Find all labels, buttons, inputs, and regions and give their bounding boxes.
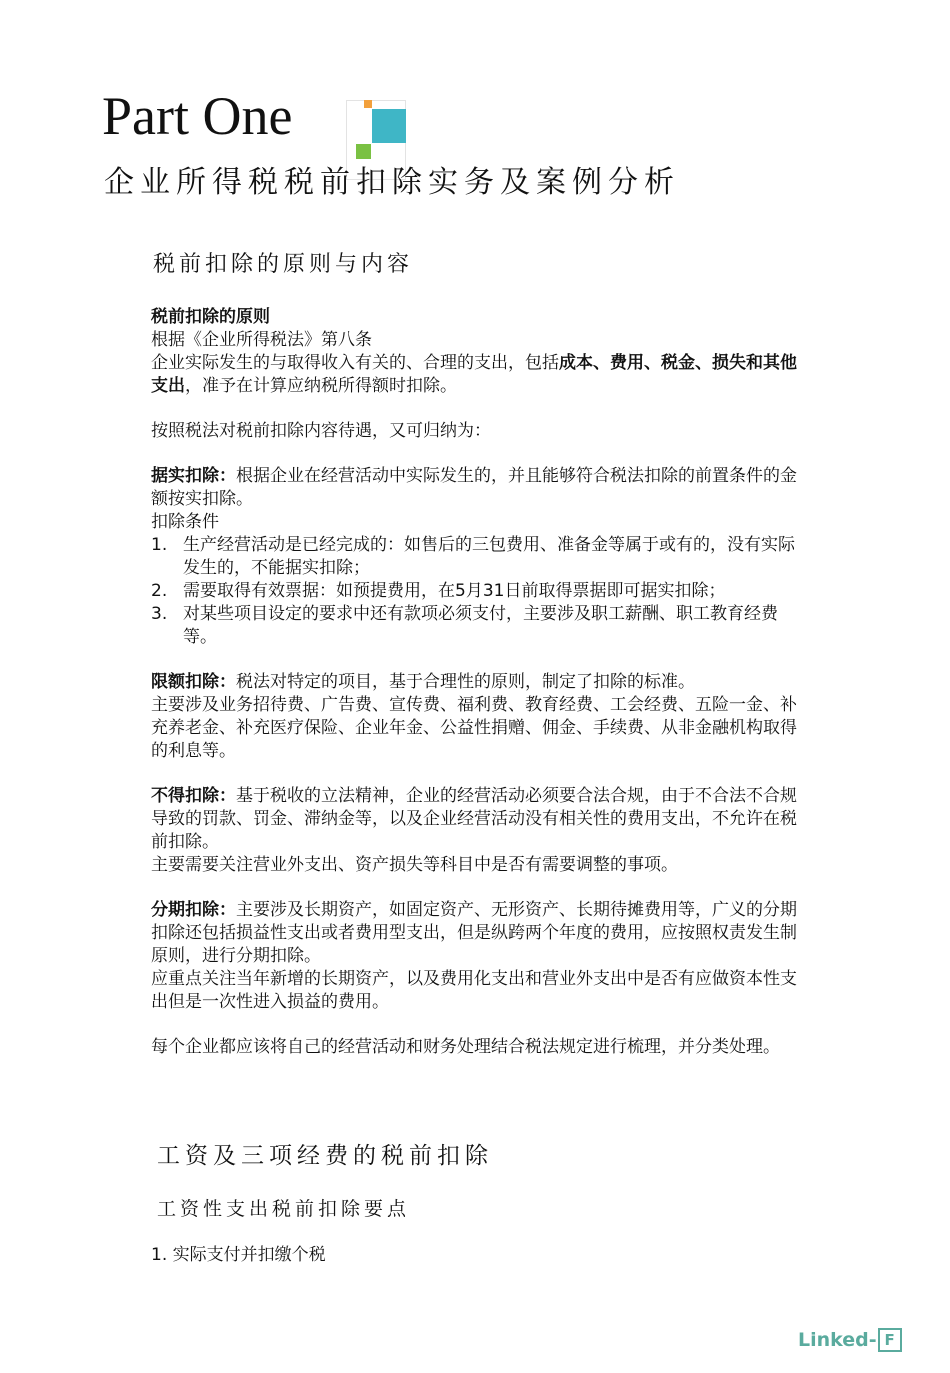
conditions-list: [151, 534, 801, 649]
actual-deduction-label: 据实扣除：: [151, 466, 236, 486]
principle-heading: 税前扣除的原则: [151, 307, 270, 327]
list-item: 2. 需要取得有效票据：如预提费用，在5月31日前取得票据即可据实扣除；: [151, 581, 726, 601]
part-label: Part One: [102, 86, 293, 146]
deco-teal-square: [372, 109, 406, 143]
closing-paragraph: 每个企业都应该将自己的经营活动和财务处理结合税法规定进行梳理，并分类处理。: [151, 1037, 780, 1057]
conditions-heading: 扣除条件: [151, 512, 219, 532]
section-title-wages: 工资及三项经费的税前扣除: [157, 1143, 493, 1169]
subsection-title-wage-points: 工资性支出税前扣除要点: [157, 1198, 411, 1220]
list-item: 1. 生产经营活动是已经完成的：如售后的三包费用、准备金等属于或有的，没有实际发生的，不能据实扣除；: [151, 535, 795, 578]
nondeductible-paragraph: 不得扣除：基于税收的立法精神，企业的经营活动必须要合法合规，由于不合法不合规导致的罚款、罚金、滞纳金等，以及企业经营活动没有相关性的费用支出，不允许在税前扣除。: [151, 786, 797, 852]
logo-f-box: F: [878, 1328, 902, 1352]
nondeductible-detail: 主要需要关注营业外支出、资产损失等科目中是否有需要调整的事项。: [151, 855, 678, 875]
nondeductible-label: 不得扣除：: [151, 786, 236, 806]
limited-deduction-detail: 主要涉及业务招待费、广告费、宣传费、福利费、教育经费、工会经费、五险一金、补充养老金、补充医疗保险、企业年金、公益性捐赠、佣金、手续费、从非金融机构取得的利息等。: [151, 695, 797, 761]
installment-label: 分期扣除：: [151, 900, 236, 920]
principle-paragraph: 企业实际发生的与取得收入有关的、合理的支出，包括成本、费用、税金、损失和其他支出，准予在计算应纳税所得额时扣除。: [151, 353, 797, 396]
law-reference: 根据《企业所得税法》第八条: [151, 330, 372, 350]
linked-f-logo: Linked- F: [798, 1328, 902, 1352]
deco-green-square: [356, 144, 371, 159]
limited-deduction-paragraph: 限额扣除：税法对特定的项目，基于合理性的原则，制定了扣除的标准。: [151, 672, 695, 692]
installment-paragraph: 分期扣除：主要涉及长期资产，如固定资产、无形资产、长期待摊费用等，广义的分期扣除还包括损益性支出或者费用型支出，但是纵跨两个年度的费用，应按照权责发生制原则，进行分期扣除。: [151, 900, 797, 966]
summary-intro: 按照税法对税前扣除内容待遇，又可归纳为：: [151, 421, 491, 441]
main-title: 企业所得税税前扣除实务及案例分析: [104, 165, 680, 200]
list-item: 3. 对某些项目设定的要求中还有款项必须支付，主要涉及职工薪酬、职工教育经费等。: [151, 604, 778, 647]
installment-detail: 应重点关注当年新增的长期资产，以及费用化支出和营业外支出中是否有应做资本性支出但是一次性进入损益的费用。: [151, 969, 797, 1012]
section-body-principles: [151, 306, 801, 1059]
deco-orange-square: [364, 100, 372, 108]
limited-deduction-label: 限额扣除：: [151, 672, 236, 692]
section-title-principles: 税前扣除的原则与内容: [153, 252, 414, 277]
actual-deduction-paragraph: 据实扣除：根据企业在经营活动中实际发生的，并且能够符合税法扣除的前置条件的金额按实扣除。: [151, 466, 797, 509]
wage-point-1: 1. 实际支付并扣缴个税: [151, 1245, 326, 1265]
